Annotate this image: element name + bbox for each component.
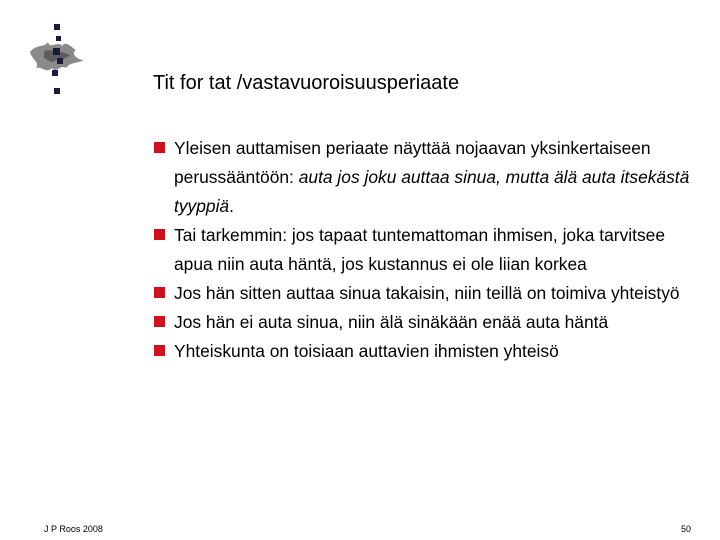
bullet-text: Jos hän sitten auttaa sinua takaisin, niin teillä on toimiva yhteistyö: [174, 283, 680, 303]
page-number: 50: [681, 524, 692, 534]
bullet-text: Tai tarkemmin: jos tapaat tuntemattoman ihmisen, joka tarvitsee apua niin auta häntä, jos kustannus ei ole liian korkea: [174, 225, 666, 274]
bullet-list: [152, 134, 692, 366]
list-item: [152, 279, 692, 308]
bullet-italic-text: auta jos joku auttaa sinua, mutta älä auta itsekästä tyyppiä: [174, 167, 690, 216]
list-item: [152, 337, 692, 366]
footer-author: J P Roos 2008: [44, 524, 103, 534]
square-bullet-icon: [154, 345, 165, 356]
square-bullet-icon: [154, 142, 165, 153]
list-item: [152, 308, 692, 337]
square-bullet-icon: [154, 316, 165, 327]
square-bullet-icon: [154, 287, 165, 298]
bullet-text: Yhteiskunta on toisiaan auttavien ihmisten yhteisö: [174, 341, 559, 361]
bullet-text-end: .: [229, 196, 234, 216]
slide-title: Tit for tat /vastavuoroisuusperiaate: [153, 72, 460, 94]
university-flame-logo-icon: [22, 22, 90, 96]
list-item: [152, 134, 692, 221]
bullet-text: Yleisen auttamisen periaate näyttää nojaavan yksinkertaiseen perussääntöön:: [174, 138, 651, 187]
square-bullet-icon: [154, 229, 165, 240]
list-item: [152, 221, 692, 279]
bullet-text: Jos hän ei auta sinua, niin älä sinäkään enää auta häntä: [174, 312, 609, 332]
